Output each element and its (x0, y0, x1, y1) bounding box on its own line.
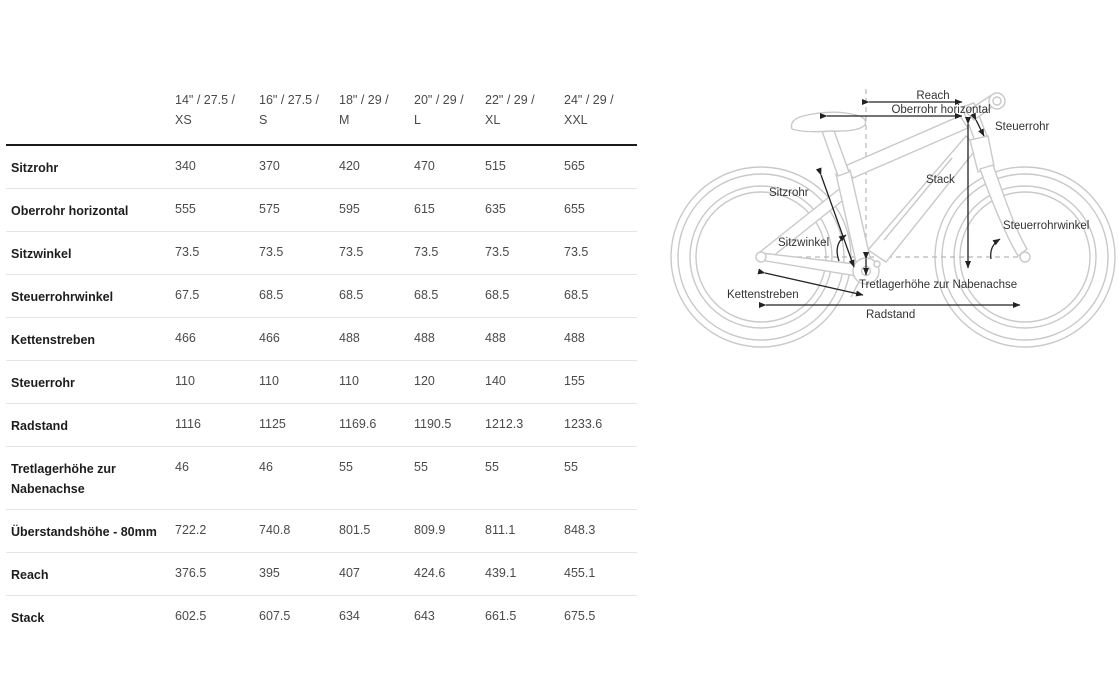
table-row (6, 232, 637, 275)
steuerrohrwinkel-label: Steuerrohrwinkel (1003, 220, 1090, 232)
value-cell: 488 (339, 318, 414, 361)
row-label: Kettenstreben (6, 318, 175, 361)
value-cell: 73.5 (339, 232, 414, 275)
value-cell: 811.1 (485, 510, 564, 553)
value-cell: 661.5 (485, 596, 564, 639)
row-label: Sitzwinkel (6, 232, 175, 275)
geometry-table (6, 90, 637, 638)
table-row (6, 145, 637, 189)
value-cell: 395 (259, 553, 339, 596)
size-column-header (259, 90, 339, 145)
value-cell: 46 (259, 447, 339, 510)
chainstay-tube (760, 253, 864, 277)
value-cell: 376.5 (175, 553, 259, 596)
tretlagerhoehe-label: Tretlagerhöhe zur Nabenachse (859, 279, 1018, 291)
value-cell: 801.5 (339, 510, 414, 553)
value-cell: 1169.6 (339, 404, 414, 447)
value-cell: 140 (485, 361, 564, 404)
row-label: Reach (6, 553, 175, 596)
size-column-line1: 18" / 29 / (339, 93, 389, 107)
table-row (6, 553, 637, 596)
stack-label: Stack (926, 174, 955, 186)
value-cell: 1233.6 (564, 404, 637, 447)
bike-geometry-diagram (660, 80, 1119, 350)
value-cell: 68.5 (339, 275, 414, 318)
value-cell: 68.5 (485, 275, 564, 318)
value-cell: 110 (339, 361, 414, 404)
value-cell: 635 (485, 189, 564, 232)
size-column-header (564, 90, 637, 145)
front-dropout (1020, 252, 1030, 262)
row-label: Sitzrohr (11, 161, 59, 175)
seat-tube (836, 170, 872, 271)
value-cell: 1125 (259, 404, 339, 447)
value-cell: 602.5 (175, 596, 259, 639)
value-cell: 655 (564, 189, 637, 232)
table-row (6, 596, 637, 639)
size-column-line2: XL (485, 113, 501, 127)
battery-seam (884, 158, 952, 240)
value-cell: 515 (485, 159, 506, 173)
table-row (6, 361, 637, 404)
value-cell: 155 (564, 361, 637, 404)
geometry-table-header-row (6, 90, 637, 145)
size-column-header (175, 90, 259, 145)
table-row (6, 318, 637, 361)
value-cell: 740.8 (259, 510, 339, 553)
kettenstreben-label: Kettenstreben (727, 289, 799, 301)
row-label: Steuerrohrwinkel (6, 275, 175, 318)
size-column-line2: L (414, 113, 421, 127)
value-cell: 555 (175, 189, 259, 232)
size-column-header (339, 90, 414, 145)
value-cell: 73.5 (485, 232, 564, 275)
value-cell: 455.1 (564, 553, 637, 596)
value-cell: 407 (339, 553, 414, 596)
value-cell: 488 (414, 318, 485, 361)
value-cell: 67.5 (175, 275, 259, 318)
value-cell: 607.5 (259, 596, 339, 639)
steuerrohrwinkel-arc (991, 239, 1000, 259)
value-cell: 370 (259, 159, 280, 173)
value-cell: 595 (339, 189, 414, 232)
value-cell: 55 (339, 447, 414, 510)
value-cell: 68.5 (564, 275, 637, 318)
table-row (6, 510, 637, 553)
sitzrohr-label: Sitzrohr (769, 187, 809, 199)
value-cell: 73.5 (414, 232, 485, 275)
value-cell: 675.5 (564, 596, 637, 639)
value-cell: 73.5 (564, 232, 637, 275)
row-label: Stack (6, 596, 175, 639)
row-label: Oberrohr horizontal (6, 189, 175, 232)
size-column-line1: 16" / 27.5 / (259, 93, 320, 107)
table-row (6, 404, 637, 447)
fork-leg (980, 165, 1027, 256)
table-row (6, 275, 637, 318)
value-cell: 565 (564, 159, 585, 173)
size-column-line1: 24" / 29 / (564, 93, 614, 107)
radstand-label: Radstand (866, 309, 916, 321)
value-cell: 488 (485, 318, 564, 361)
measurement-arrows (765, 102, 1020, 305)
value-cell: 575 (259, 189, 339, 232)
value-cell: 615 (414, 189, 485, 232)
row-label: Radstand (6, 404, 175, 447)
value-cell: 55 (414, 447, 485, 510)
oberrohr-label: Oberrohr horizontal (891, 104, 991, 116)
saddle (791, 112, 865, 131)
corner-cell (6, 90, 175, 145)
sitzwinkel-label: Sitzwinkel (778, 237, 830, 249)
value-cell: 1116 (175, 404, 259, 447)
value-cell: 1190.5 (414, 404, 485, 447)
value-cell: 73.5 (259, 232, 339, 275)
value-cell: 466 (175, 318, 259, 361)
row-label: Überstandshöhe - 80mm (6, 510, 175, 553)
value-cell: 46 (175, 447, 259, 510)
seat-post (822, 128, 849, 176)
size-column-line2: XS (175, 113, 192, 127)
value-cell: 55 (564, 447, 637, 510)
steuerrohr-label: Steuerrohr (995, 121, 1050, 133)
size-column-line2: M (339, 113, 350, 127)
value-cell: 643 (414, 596, 485, 639)
value-cell: 848.3 (564, 510, 637, 553)
value-cell: 488 (564, 318, 637, 361)
size-column-line1: 20" / 29 / (414, 93, 464, 107)
value-cell: 340 (175, 159, 196, 173)
geometry-table-body (6, 145, 637, 638)
value-cell: 68.5 (259, 275, 339, 318)
value-cell: 439.1 (485, 553, 564, 596)
size-column-line2: XXL (564, 113, 588, 127)
size-column-header (485, 90, 564, 145)
value-cell: 1212.3 (485, 404, 564, 447)
row-label: Tretlagerhöhe zur Nabenachse (6, 447, 175, 510)
value-cell: 470 (414, 159, 435, 173)
size-column-line1: 22" / 29 / (485, 93, 535, 107)
size-column-header (414, 90, 485, 145)
value-cell: 73.5 (175, 232, 259, 275)
table-row (6, 189, 637, 232)
value-cell: 420 (339, 159, 360, 173)
table-row (6, 447, 637, 510)
value-cell: 424.6 (414, 553, 485, 596)
reach-label: Reach (916, 90, 950, 102)
value-cell: 466 (259, 318, 339, 361)
value-cell: 110 (175, 361, 259, 404)
value-cell: 809.9 (414, 510, 485, 553)
value-cell: 55 (485, 447, 564, 510)
rear-dropout (756, 252, 766, 262)
value-cell: 120 (414, 361, 485, 404)
size-column-line2: S (259, 113, 268, 127)
value-cell: 68.5 (414, 275, 485, 318)
value-cell: 110 (259, 361, 339, 404)
value-cell: 634 (339, 596, 414, 639)
row-label: Steuerrohr (6, 361, 175, 404)
size-column-line1: 14" / 27.5 / (175, 93, 236, 107)
value-cell: 722.2 (175, 510, 259, 553)
